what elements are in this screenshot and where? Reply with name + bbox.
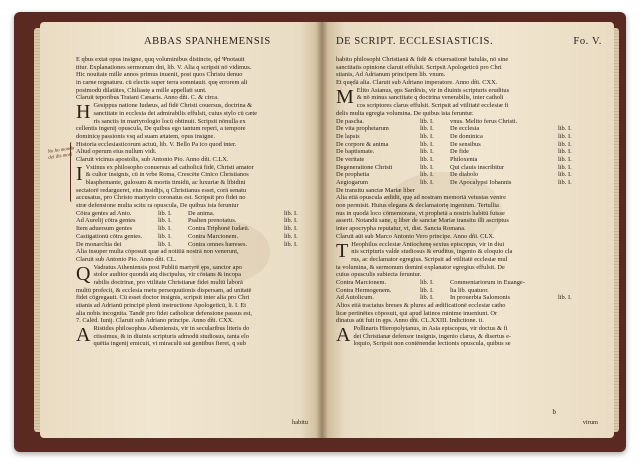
text-line: rus, ac declamator egregius. Scripsit ad vtilitatē ecclesiæ mul — [351, 255, 508, 263]
signature-mark: b — [552, 408, 556, 416]
section-hegesippus — [76, 102, 308, 164]
text-line: nis scripturis valde studiosus & eruditus, ingenio & eloquio cla — [351, 248, 513, 256]
text-line: dinatus aūt fuit in ęps. Anno dñi. CL.XXIII. Indictione. ii. — [336, 317, 484, 325]
text-line: & cultor insignis, cū in vrbe Roma, Crescēte Cinico Christianos — [85, 171, 249, 179]
works-row: Castigationū cōtra gentes. lib. I. Contra Marcionem. lib. I. — [76, 232, 298, 240]
right-header-title: DE SCRIPT. ECCLESIASTICIS. — [336, 36, 494, 47]
text-line: Elito Asianus, ęps Sardēsis, vir in diuinis scripturis eruditus — [356, 86, 510, 94]
text-line: stræ defensione multa scitu ra opuscula, De quibus ista feruntur — [76, 202, 239, 210]
drop-cap-m: M — [336, 85, 354, 108]
text-line: Alios etiā tractatus breues & plures ad ædificationē ecclesiæ catho — [336, 302, 506, 309]
text-line: Vadratus Atheniensis post Publiū martyrē ęps, sanctor apo — [93, 263, 242, 271]
works-row: De transitu sanctæ Mariæ liber — [336, 186, 415, 194]
works-row: Ad Autolicum. lib. I. In prouerbia Salomonis lib. I. — [336, 294, 572, 302]
works-row: De baptismate. lib. I. De fide lib. I. — [336, 148, 572, 156]
text-line: Claruit aūt sub Marco Antonio Vero principe. Anno dñi. CLX. — [336, 232, 495, 240]
text-line: stolor auditor quondā atq discipulus, vir cōstans & incopa — [93, 271, 241, 279]
works-row: Contra Hermogenem. lib. I. lia lib. quatuor. — [336, 286, 489, 294]
text-line: Heophilus ecclesiæ Antiochenę sextus episcopus, vir in diui — [351, 240, 505, 248]
text-line: cellentis ingenij opuscula, De quibus ego tantum reperi, a tempore — [76, 125, 246, 133]
book-gutter — [316, 22, 328, 438]
drop-cap-i: I — [76, 162, 83, 185]
text-line: Gesippus natione Iudæus, ad fidē Christi couersus, doctrina & — [93, 102, 253, 110]
right-running-header — [336, 36, 602, 47]
handwritten-margin-note: No ho mondo dei dis mosi — [47, 146, 75, 161]
works-row: De monarchia dei lib. I. Contra omnes hæreses. lib. I. — [76, 240, 298, 248]
text-line: habitu philosophi Christianā & fidē & cōuersationē baiulās, nō sine — [336, 56, 509, 63]
text-line: postmodū dilatātes, Chiliastę a mille appellati sunt. — [76, 86, 207, 94]
drop-cap-a: A — [336, 324, 351, 347]
text-line: Pollinaris Hieropolytanus, in Asia episcopus, vir doctus & fi — [353, 325, 508, 333]
works-row: De lapsis lib. I. De dominica lib. I. — [336, 132, 572, 140]
works-row: De corpore & anima lib. I. De sensibus lib. I. — [336, 140, 572, 148]
text-line: cos scriptores clarus effulsit. Scripsit ad vtilitatē ecclesiæ fi — [356, 102, 509, 110]
text-line: delis multa egregia volumina. De quibus ista feruntur. — [336, 109, 474, 117]
section-apollinaris — [336, 325, 604, 348]
text-line: licæ pertinētes cōposuit, qui apud latinos minime inueniunt. Or — [336, 309, 498, 317]
text-line: in carne regnaturu. cū electis super terra somniauit. quę errorem ali — [76, 79, 248, 87]
text-line: Hic nouitate mille annos primus inuenit, post quos Christu denuo — [76, 71, 243, 79]
text-line: sanctitate in ecclesia dei admirabilis effulsit, cuius stylo cū cæte — [93, 109, 257, 117]
section-melito — [336, 87, 604, 241]
left-catchword: habitu — [292, 419, 308, 426]
text-line: loquio, Scripsit non contēnendæ lectionis opuscula, quibus se — [353, 340, 511, 348]
section-papias — [76, 56, 308, 102]
text-line: accusatus, pro Christo martyrio coronatus est. Scripsit pro fidei no — [76, 194, 246, 202]
drop-cap-a: A — [76, 324, 91, 347]
text-line: Vstinus ex philosopho conuersus ad catholicā fidē, Christi amator — [85, 163, 254, 171]
text-line: E qbus extat opus insigne, quq voluminibus distincte, qd Ψnotauit — [76, 56, 245, 63]
text-line: Alia insuper multa cōposuit quæ ad notitiā nostrā non venerunt, — [76, 248, 239, 256]
works-row: De pascha. lib. I. vnus. Melito ferus Christi. — [336, 117, 518, 125]
text-line: stianis, Ad Adrianum principem lib. vnum. — [336, 71, 446, 79]
text-line: Et quędā alia. Claruit sub Adriano imperatore. Anno dñi. CXX. — [336, 79, 498, 87]
drop-cap-h: H — [76, 101, 91, 124]
text-line: blasphemante, gulosum & mortis timidū, ac luxuriæ & libidini — [85, 179, 246, 186]
works-row: De veritate lib. I. Philoxenia lib. I. — [336, 155, 572, 163]
text-line: inter apocrypha reputatur, vt, dist. Sancta Romana. — [336, 225, 466, 233]
text-line: ta volumina, & sermonum domini explanator egregius effulsit. De — [336, 263, 505, 271]
text-line: rabilis doctrinæ, pro vtilitate Christianæ fidei multū laborā — [93, 278, 243, 286]
right-page-text — [336, 56, 604, 348]
section-aristides — [76, 325, 308, 348]
text-line: ris sanctis in martyrologio locū obtinuit. Scripsit nōnulla ex — [93, 117, 246, 125]
text-line: Ristides philosophus Atheniensis, vir in secularibus literis do — [93, 325, 250, 333]
text-line: Alia etiā opuscula ædidit, quę ad nostram memoriā vetustas venire — [336, 194, 507, 202]
text-line: fidei cōgregauit. Cū esset doctor insignis, scripsit inter alia pro Chri — [76, 294, 250, 302]
works-row: Item aduersum gentes lib. I. Contra Triphonē Iudæū. lib. I. — [76, 225, 298, 233]
works-row: Degeneratione Christi lib. I. Qui clauis inscribitur lib. I. — [336, 163, 572, 171]
section-theophilus — [336, 241, 604, 326]
text-line: non permisit. Huius elegans & declamatorię ingenium. Tertullia — [336, 202, 499, 210]
section-aristides-cont — [336, 56, 604, 87]
drop-cap-t: T — [336, 239, 349, 262]
text-line: dominicę passionis vsq ad suam ætatem, opus insigne. — [76, 132, 215, 140]
works-row: Aegiogarum lib. I. De Apocalypsi Iohannis lib. I. — [336, 179, 572, 186]
text-line: nus in quodā loco cōmemorans, vt prophetā a nostris habitū fuisse — [336, 209, 505, 217]
text-line: Aliud operum eius nullum vidi. — [76, 148, 157, 156]
text-line: Claruit sub Antonio Pio. Anno dñi. CL. — [76, 255, 177, 263]
text-line: stianis ad Adrianū principē plenū instructione Apologeticū, li. I. Et — [76, 302, 247, 309]
text-line: Historia ecclesiasticorum actuū, lib. V. Bello Pa ico quod inter. — [76, 140, 237, 148]
section-quadratus — [76, 264, 308, 326]
text-line: cuius opusculis subiecta feruntur. — [336, 271, 422, 279]
left-running-header: ABBAS SPANHEMENSIS — [144, 36, 271, 47]
text-line: Claruit vicinus apostolis, sub Antonio Pio. Anno dñi. C.LX. — [76, 155, 229, 163]
text-line: dei Christianæ defensor insignis, ingenio clarus, & disertus e- — [353, 332, 512, 340]
text-line: sanctitatis opinione claruit effulsit. Scripsit Apologeticū pro Chri — [336, 63, 502, 71]
drop-cap-q: Q — [76, 262, 91, 285]
text-line: multū profecit, & ecclesia metu persequutionis dispersam, ad unitatē — [76, 286, 252, 294]
text-line: & nō minus sanctitate q doctrina venerabilis, inter catholi — [356, 94, 504, 102]
works-list-melito — [336, 118, 604, 195]
works-row: De prophetia lib. I. De diabolo lib. I. — [336, 171, 572, 179]
text-line: quētia ingenij emicuit, vt miraculū sui gentibus fieret, q sub — [93, 340, 246, 348]
text-line: ctissimus, & in diuinis scripturis admodū studiosus, tanta elo — [93, 332, 249, 340]
right-page — [322, 22, 614, 438]
left-page — [40, 22, 322, 438]
text-line: sectatorē redargueret, eius insidijs, q Christianus esset, corā senatu — [76, 186, 247, 194]
works-row: Contra Marcionem. lib. I. Commentariorum in Euange- — [336, 278, 525, 286]
works-list-iustinus — [76, 210, 308, 248]
folio-number: Fo. V. — [573, 36, 602, 47]
works-list-theophilus — [336, 279, 604, 302]
works-row: Cōtra gentes ad Anto. lib. I. De anima. lib. I. — [76, 209, 298, 217]
text-line: alia nobis incognita. Tandē pro fidei catholicæ defensione passus est, — [76, 309, 253, 317]
text-line: titur. Explanationes sermonum dni, lib. V. Alia q scripsit nō vidimus. — [76, 63, 252, 71]
section-iustinus — [76, 164, 308, 264]
works-row: De vita prophetarum lib. I. De ecclesia lib. I. — [336, 125, 572, 133]
text-line: Claruit teporibus Traiani Cæsaris. Anno dñi. C. & circa. — [76, 94, 219, 102]
left-page-text — [76, 56, 308, 348]
text-line: asserit. Notandū sane, q liber de sanctæ Mariæ transitu illi ascriptus — [336, 217, 509, 225]
right-catchword: virum — [582, 419, 598, 426]
works-row: Ad Aurelij cōtra gentes lib. I. Psalten prenotatus. lib. I. — [76, 217, 298, 225]
text-line: 7. Calēd. Iunij. Claruit sub Adriano principe. Anno dñi. CXX. — [76, 317, 234, 325]
